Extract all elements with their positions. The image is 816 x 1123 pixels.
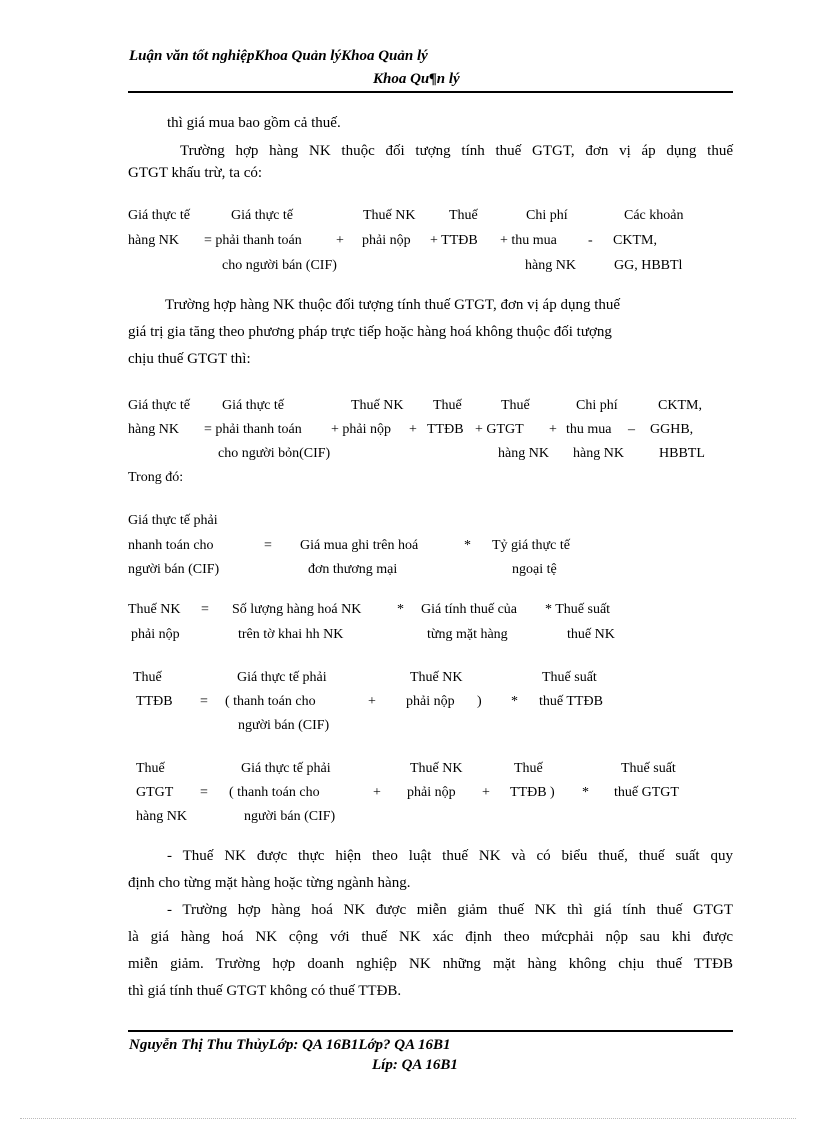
f6-term: Thuế — [514, 761, 543, 776]
f6-op: + — [373, 785, 381, 800]
f1-term: = phải thanh toán — [204, 233, 302, 248]
f2-term: Thuế — [501, 398, 530, 413]
f6-term: hàng NK — [136, 809, 187, 824]
f1-term: hàng NK — [128, 233, 179, 248]
f1-term: + thu mua — [500, 233, 557, 248]
f4-term: Giá tính thuế của — [421, 602, 518, 617]
f5-term: Thuế NK — [410, 670, 463, 685]
intro-line-1: thì giá mua bao gồm cả thuế. — [167, 115, 341, 131]
f6-op: = — [200, 785, 208, 800]
footer-author: Nguyễn Thị Thu ThủyLớp: QA 16B1Lớp? QA 16B1 — [129, 1037, 451, 1053]
f1-op: - — [588, 233, 593, 248]
f1-term: Các khoản — [624, 208, 684, 223]
f4-term: trên tờ khai hh NK — [238, 627, 344, 642]
header-rule — [128, 91, 733, 93]
f3-term: Giá thực tế phải — [128, 513, 218, 528]
f5-op: * — [511, 694, 518, 709]
f6-term: Giá thực tế phải — [241, 761, 331, 776]
where-label: Trong đó: — [128, 470, 184, 485]
note-1-line-1: - Thuế NK được thực hiện theo luật thuế NK và có biểu thuế, thuế suất quy — [167, 848, 733, 864]
note-1-line-2: định cho từng mặt hàng hoặc từng ngành hàng. — [128, 875, 411, 891]
f5-term: Giá thực tế phải — [237, 670, 327, 685]
f1-term: cho người bán (CIF) — [222, 258, 337, 273]
f1-term: Giá thực tế — [128, 208, 191, 223]
f5-term: TTĐB — [136, 694, 173, 709]
footer-rule — [128, 1030, 733, 1032]
header-subtitle: Khoa Qu¶n lý — [373, 71, 460, 87]
f1-op: + — [336, 233, 344, 248]
f3-term: ngoại tệ — [512, 562, 557, 577]
f2-term: HBBTL — [659, 446, 705, 461]
f5-term: thuế TTĐB — [539, 694, 603, 709]
f1-term: Chi phí — [526, 208, 568, 223]
footer-class: Líp: QA 16B1 — [372, 1057, 458, 1073]
f5-op: ) — [477, 694, 482, 709]
f2-term: hàng NK — [128, 422, 179, 437]
f2-term: Chi phí — [576, 398, 618, 413]
para-2-line: giá trị gia tăng theo phương pháp trực tiếp hoặc hàng hoá không thuộc đối tượng — [128, 324, 612, 340]
f2-term: + GTGT — [475, 422, 524, 437]
f1-term: Thuế — [449, 208, 478, 223]
f6-term: Thuế suất — [621, 761, 676, 776]
f2-term: CKTM, — [658, 398, 702, 413]
f1-term: + TTĐB — [430, 233, 478, 248]
f2-term: TTĐB — [427, 422, 464, 437]
f5-op: + — [368, 694, 376, 709]
f1-term: hàng NK — [525, 258, 576, 273]
f1-term: Giá thực tế — [231, 208, 294, 223]
f1-term: CKTM, — [613, 233, 657, 248]
f2-term: = phải thanh toán — [204, 422, 302, 437]
f2-term: Thuế NK — [351, 398, 404, 413]
intro-line-2: Trường hợp hàng NK thuộc đối tượng tính thuế GTGT, đơn vị áp dụng thuế — [180, 143, 733, 159]
f2-term: thu mua — [566, 422, 612, 437]
f3-term: Giá mua ghi trên hoá — [300, 538, 419, 553]
notes — [128, 843, 733, 1005]
f3-term: Tỷ giá thực tế — [492, 538, 570, 553]
f2-term: cho người bỏn(CIF) — [218, 446, 331, 461]
f6-term: người bán (CIF) — [244, 809, 336, 824]
f4-term: Số lượng hàng hoá NK — [232, 602, 362, 617]
intro-line-3: GTGT khấu trừ, ta có: — [128, 165, 263, 181]
note-2-line-1: - Trường hợp hàng hoá NK được miễn giảm thuế NK thì giá tính thuế GTGT — [167, 902, 733, 918]
f5-term: Thuế suất — [542, 670, 597, 685]
f6-op: * — [582, 785, 589, 800]
f5-term: Thuế — [133, 670, 162, 685]
f6-term: GTGT — [136, 785, 174, 800]
f5-term: ( thanh toán cho — [225, 694, 316, 709]
f5-op: = — [200, 694, 208, 709]
f4-op: * — [397, 602, 404, 617]
para-2 — [128, 292, 728, 373]
f2-op: – — [628, 422, 635, 437]
f2-op: + — [409, 422, 417, 437]
f1-term: GG, HBBTl — [614, 258, 683, 273]
f4-op: = — [201, 602, 209, 617]
note-2-line-2: là giá hàng hoá NK cộng với thuế NK xác định theo mứcphải nộp sau khi được — [128, 929, 733, 945]
f4-term: từng mặt hàng — [427, 627, 508, 642]
note-2-line-3: miễn giảm. Trường hợp doanh nghiệp NK những mặt hàng không chịu thuế TTĐB — [128, 956, 733, 972]
header-title: Luận văn tốt nghiệpKhoa Quản lýKhoa Quản lý — [129, 48, 428, 64]
intro-paragraph — [180, 138, 733, 165]
f6-term: phải nộp — [407, 785, 456, 800]
f3-op: * — [464, 538, 471, 553]
f6-term: thuế GTGT — [614, 785, 679, 800]
f4-term: * Thuế suất — [545, 602, 611, 617]
f1-term: Thuế NK — [363, 208, 416, 223]
f6-term: ( thanh toán cho — [229, 785, 320, 800]
f2-term: GGHB, — [650, 422, 694, 437]
page-edge-dotted-line — [20, 1118, 796, 1119]
f6-term: TTĐB ) — [510, 785, 555, 800]
para-2-line: Trường hợp hàng NK thuộc đối tượng tính thuế GTGT, đơn vị áp dụng thuế — [165, 297, 621, 313]
f6-op: + — [482, 785, 490, 800]
f6-term: Thuế — [136, 761, 165, 776]
f4-term: thuế NK — [567, 627, 615, 642]
f2-op: + — [549, 422, 557, 437]
f5-term: phải nộp — [406, 694, 455, 709]
f2-term: Thuế — [433, 398, 462, 413]
f4-term: Thuế NK — [128, 602, 181, 617]
f3-term: nhanh toán cho — [128, 538, 214, 553]
f6-term: Thuế NK — [410, 761, 463, 776]
f2-term: hàng NK — [573, 446, 624, 461]
f1-term: phải nộp — [362, 233, 411, 248]
f2-term: Giá thực tế — [222, 398, 285, 413]
f3-term: người bán (CIF) — [128, 562, 220, 577]
f5-term: người bán (CIF) — [238, 718, 330, 733]
f2-term: Giá thực tế — [128, 398, 191, 413]
f3-term: đơn thương mại — [308, 562, 398, 577]
para-2-line: chịu thuế GTGT thì: — [128, 351, 251, 367]
note-2-line-4: thì giá tính thuế GTGT không có thuế TTĐB. — [128, 983, 402, 999]
f2-term: + phải nộp — [331, 422, 391, 437]
f4-term: phải nộp — [131, 627, 180, 642]
f2-term: hàng NK — [498, 446, 549, 461]
f3-op: = — [264, 538, 272, 553]
